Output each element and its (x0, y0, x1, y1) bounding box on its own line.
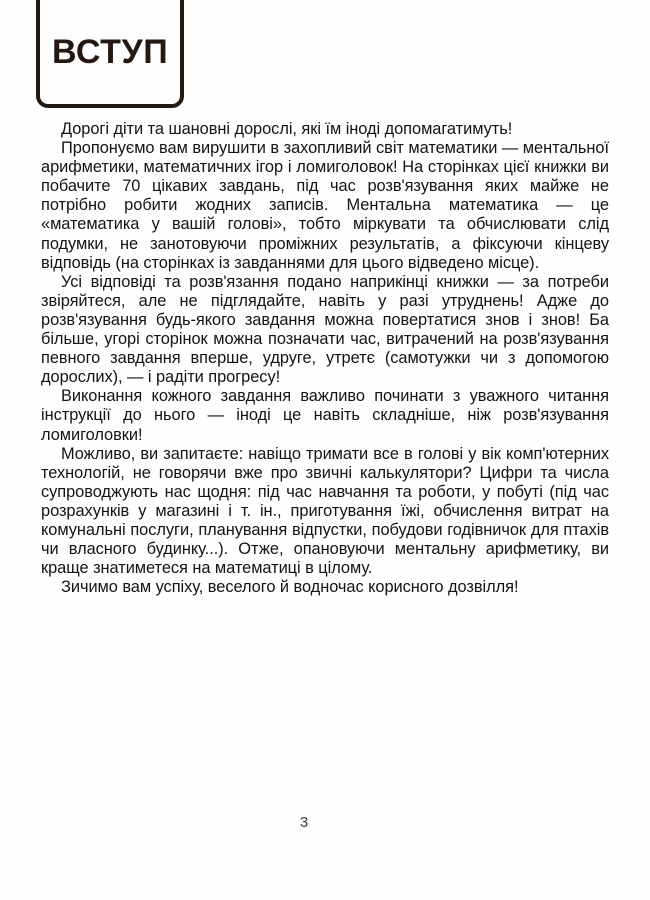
folio-page-number: 3 (299, 814, 309, 831)
paragraph: Зичимо вам успіху, веселого й водночас корисного дозвілля! (61, 578, 519, 597)
paragraph: Дорогі діти та шановні дорослі, які їм іноді допомагатимуть! (61, 120, 513, 138)
introduction-body (41, 120, 609, 597)
paragraph: Можливо, ви запитаєте: навіщо тримати все в голові у вік комп'ютерних технологій, не говорячи вже про звичні калькулятори? Цифри та числа супроводжують нас щодня: під час навчання та роботи, у побуті (під час розрахунків у магазині і т. ін., приготування їжі, обчислення витрат на комунальні послуги, планування відпустки, побудови годівничок для птахів чи власного будинку...). Отже, опановуючи ментальну арифметику, ви краще знатиметеся на математиці в цілому. (41, 444, 609, 578)
page-title: ВСТУП (52, 33, 169, 71)
paragraph: Виконання кожного завдання важливо починати з уважного читання інструкції до нього — іноді це навіть складніше, ніж розв'язування ломиголовки! (41, 387, 609, 444)
paragraph: Усі відповіді та розв'язання подано наприкінці книжки — за потреби звіряйтеся, але не підглядайте, навіть у разі утруднень! Адже до розв'язування будь-якого завдання можна повертатися знов і знов! Ба більше, угорі сторінок можна позначати час, витрачений на розв'язування певного завдання вперше, удруге, утретє (самотужки чи з допомогою дорослих), — і радіти прогресу! (41, 272, 609, 387)
paragraph: Пропонуємо вам вирушити в захопливий світ математики — ментальної арифметики, математичних ігор і ломиголовок! На сторінках цієї книжки ви побачите 70 цікавих завдань, під час розв'язування яких майже не потрібно робити жодних записів. Ментальна математика — це «математика у вашій голові», тобто міркувати та обчислювати слід подумки, не занотовуючи проміжних результатів, а фіксуючи кінцеву відповідь (на сторінках із завданнями для цього відведено місце). (41, 139, 609, 272)
